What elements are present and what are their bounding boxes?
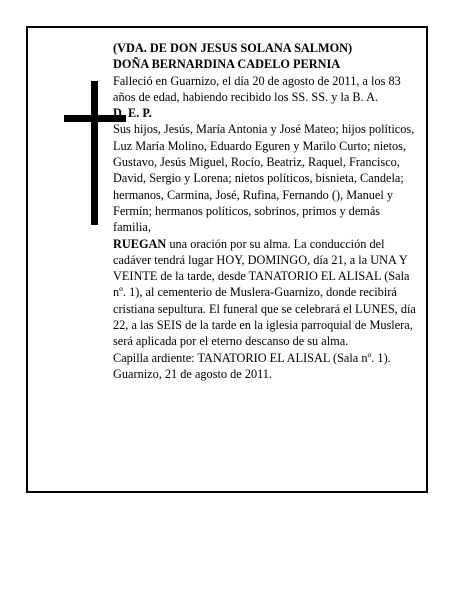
place-date: Guarnizo, 21 de agosto de 2011. [113,366,273,381]
cross-vertical-bar [91,81,98,225]
death-info: Falleció en Guarnizo, el día 20 de agosto de 2011, a los 83 años de edad, habiendo recibido los SS. SS. y la B. A. [113,73,401,104]
chapel-info: Capilla ardiente: TANATORIO EL ALISAL (Sala nº. 1). [113,350,391,365]
notice-text [113,40,419,382]
widow-of-line: (VDA. DE DON JESUS SOLANA SALMON) [113,41,353,55]
ceremony-text: una oración por su alma. La conducción del cadáver tendrá lugar HOY, DOMINGO, día 21, a la UNA Y VEINTE de la tarde, desde TANATORIO EL ALISAL (Sala nº. 1), al cementerio de Muslera-Guarnizo, donde recibirá cristiana sepultura. El funeral que se celebrará el LUNES, día 22, a las SEIS de la tarde en la iglesia parroquial de Muslera, será aplicada por el eterno descanso de su alma. [113,236,416,349]
family-list: Sus hijos, Jesús, María Antonia y José Mateo; hijos políticos, Luz María Molino, Eduardo Eguren y Marilo Curto; nietos, Gustavo, Jesús Miguel, Rocío, Beatriz, Raquel, Francisco, David, Sergio y Lorena; nietos políticos, bisnieta, Candela; hermanos, Carmina, José, Rufina, Fernando (), Manuel y Fermín; hermanos políticos, sobrinos, primos y demás familia, [113,122,415,235]
ruegan-word: RUEGAN [113,236,167,251]
deceased-name: DOÑA BERNARDINA CADELO PERNIA [113,57,341,72]
dep-line: D. E. P. [113,106,152,121]
ceremony-info [113,236,419,350]
